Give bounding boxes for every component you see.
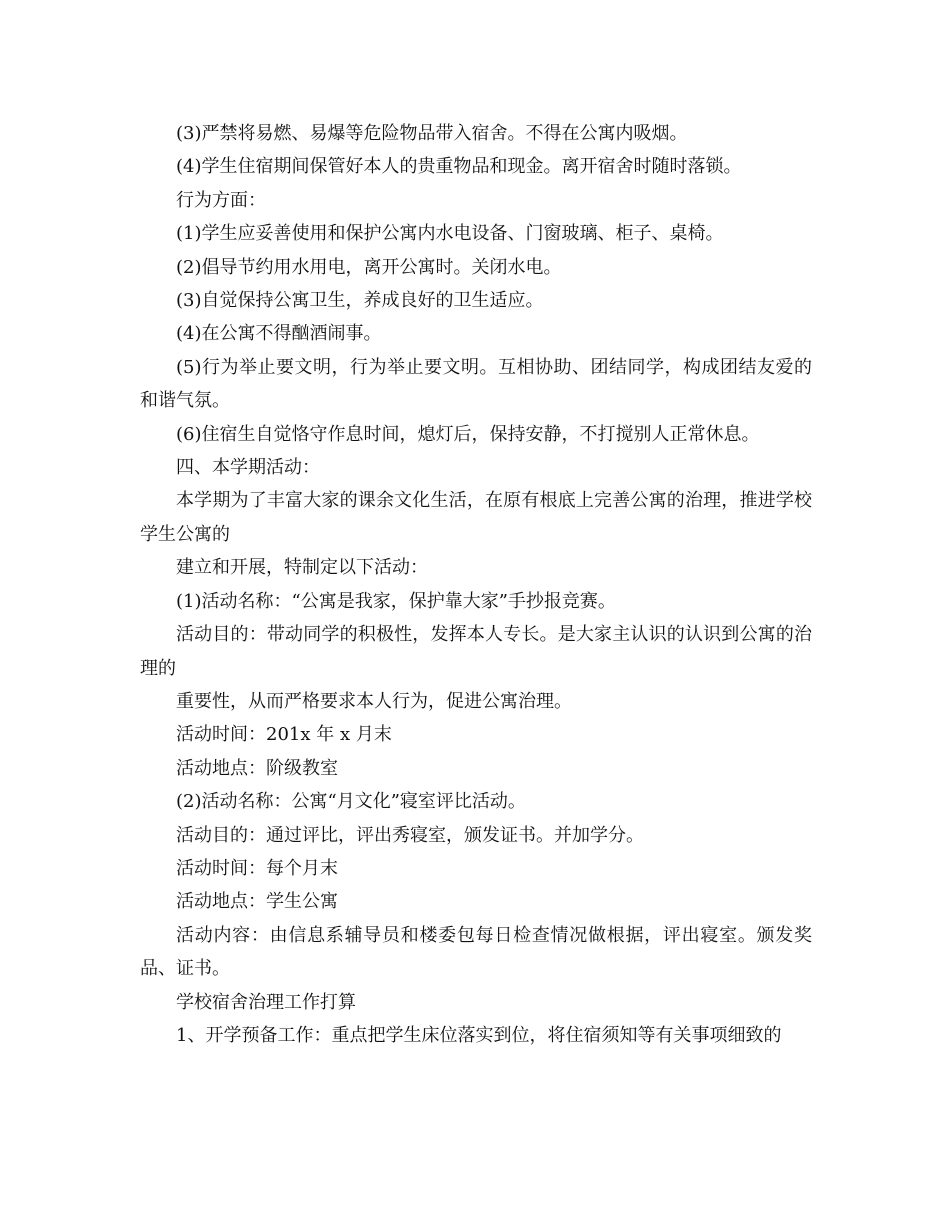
paragraph-plan-1: 1、开学预备工作：重点把学生床位落实到位，将住宿须知等有关事项细致的	[176, 1024, 782, 1046]
activity-1-name: (1)活动名称：“公寓是我家，保护靠大家”手抄报竞赛。	[176, 590, 616, 612]
paragraph-safety-3: (3)严禁将易燃、易爆等危险物品带入宿舍。不得在公寓内吸烟。	[176, 123, 688, 144]
section-heading-activities: 四、本学期活动：	[176, 457, 320, 479]
paragraph-behavior-4: (4)在公寓不得酗酒闹事。	[176, 323, 382, 345]
section-heading-behavior: 行为方面：	[176, 189, 266, 211]
section-heading-plan: 学校宿舍治理工作打算	[176, 991, 356, 1013]
activity-1-purpose: 活动目的：带动同学的积极性，发挥本人专长。是大家主认识的认识到公寓的治理的	[140, 624, 812, 679]
activity-2-purpose: 活动目的：通过评比，评出秀寝室，颁发证书。并加学分。	[176, 824, 644, 846]
document-body	[140, 117, 812, 1052]
activity-2-location: 活动地点：学生公寓	[176, 891, 338, 913]
activity-1-purpose-cont: 重要性，从而严格要求本人行为，促进公寓治理。	[176, 690, 572, 712]
paragraph-behavior-3: (3)自觉保持公寓卫生，养成良好的卫生适应。	[176, 290, 544, 312]
paragraph-behavior-5: (5)行为举止要文明，行为举止要文明。互相协助、团结同学，构成团结友爱的和谐气氛。	[140, 356, 812, 412]
activity-2-time: 活动时间：每个月末	[176, 857, 338, 879]
activity-1-location: 活动地点：阶级教室	[176, 757, 338, 779]
activity-1-time: 活动时间：201x 年 x 月末	[176, 724, 392, 746]
activity-2-name: (2)活动名称：公寓“月文化”寝室评比活动。	[176, 791, 526, 813]
paragraph-behavior-2: (2)倡导节约用水用电，离开公寓时。关闭水电。	[176, 256, 562, 278]
paragraph-activities-intro-cont: 建立和开展，特制定以下活动：	[176, 557, 428, 579]
paragraph-behavior-6: (6)住宿生自觉恪守作息时间，熄灯后，保持安静，不打搅别人正常休息。	[176, 423, 760, 445]
paragraph-behavior-1: (1)学生应妥善使用和保护公寓内水电设备、门窗玻璃、柜子、桌椅。	[176, 223, 724, 245]
paragraph-safety-4: (4)学生住宿期间保管好本人的贵重物品和现金。离开宿舍时随时落锁。	[176, 156, 742, 178]
paragraph-activities-intro: 本学期为了丰富大家的课余文化生活，在原有根底上完善公寓的治理，推进学校学生公寓的	[140, 490, 812, 545]
activity-2-content: 活动内容：由信息系辅导员和楼委包每日检查情况做根据，评出寝室。颁发奖品、证书。	[140, 924, 812, 980]
